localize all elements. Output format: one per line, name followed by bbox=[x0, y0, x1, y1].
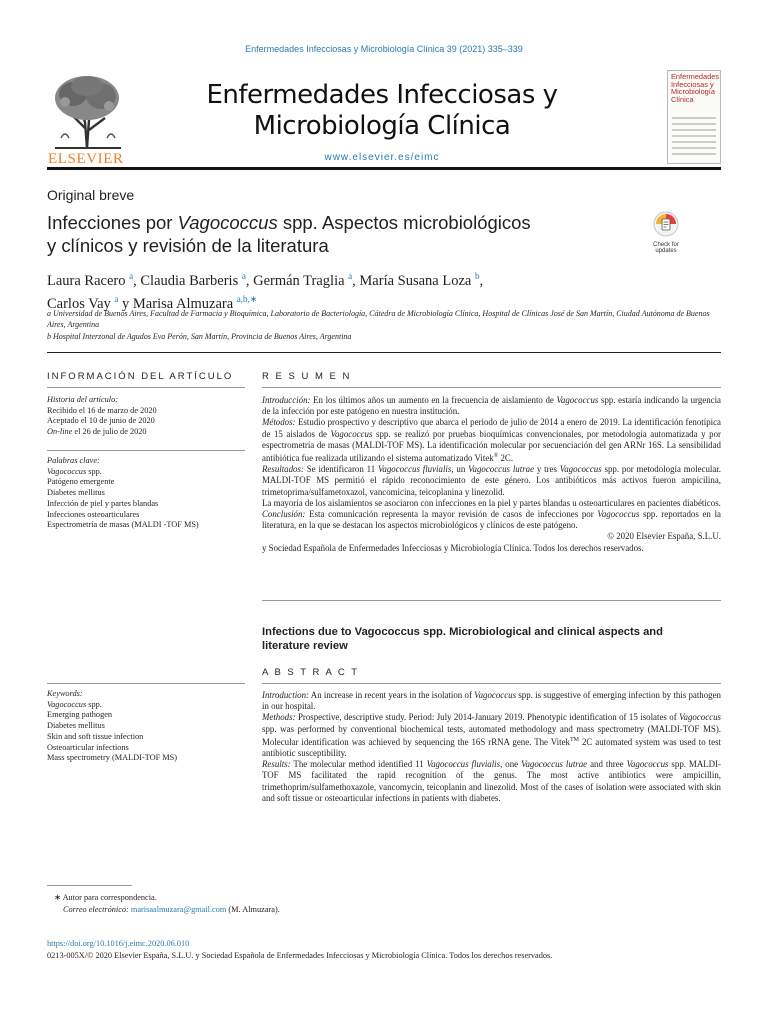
keywords-en-rule bbox=[47, 683, 245, 684]
author-name: Claudia Barberis bbox=[140, 272, 239, 289]
resumen-end-rule bbox=[262, 600, 721, 601]
abstract-results: Results: The molecular method identified 11 Vagococcus fluvialis, one Vagococcus lutrae and three Vagococcus spp. MALDI-TOF MS facilitated the rapid recognition of the genus. The most active antibiotics were ampicillin, trimethoprim/sulfamethoxazole, vancomycin, teicoplanin and linezolid. Most of the cases of isolation were associated with skin and soft tissue or osteoarticular infections in patients with diabetes. bbox=[262, 759, 721, 803]
affiliation-divider bbox=[47, 352, 721, 353]
history-label: Historia del artículo: bbox=[47, 395, 118, 404]
keyword-item: Infección de piel y partes blandas bbox=[47, 498, 159, 508]
author-name: Germán Traglia bbox=[253, 272, 345, 289]
resumen-heading-rule bbox=[262, 387, 721, 388]
journal-title: Enfermedades Infecciosas y Microbiología Clínica bbox=[206, 80, 558, 141]
article-type: Original breve bbox=[47, 187, 135, 203]
affiliation-link[interactable]: b bbox=[474, 271, 480, 281]
resumen-metodos: Métodos: Estudio prospectivo y descriptivo que abarca el periodo de julio de 2014 a enero de 2019. La identificación fenotípica de 15 aislados de Vagococcus spp. se realizó por pruebas bioquímicas convencionales, por metodología automatizada y por espectrometría de masas (MALDI-TOF MS). La identificación molecular por secuenciación del gen ARNr 16S. La sensibilidad antibiótica fue realizada utilizando el sistema automatizado Vitek® 2C. bbox=[262, 417, 721, 463]
abstract-heading-rule bbox=[262, 683, 721, 684]
elsevier-logo bbox=[47, 72, 129, 167]
history-online: On-line el 26 de julio de 2020 bbox=[47, 427, 147, 437]
correspondence-footnote: ∗ Autor para correspondencia. Correo electrónico: marisaalmuzara@gmail.com (M. Almuzara). bbox=[54, 893, 280, 914]
affiliation-b: b Hospital Interzonal de Agudos Eva Perón, San Martín, Provincia de Buenos Aires, Argentina bbox=[47, 332, 352, 341]
check-badge-label-2: updates bbox=[655, 248, 677, 254]
keyword-item: Vagococcus spp. bbox=[47, 466, 102, 476]
keyword-item: Skin and soft tissue infection bbox=[47, 731, 144, 741]
affiliations bbox=[47, 308, 725, 342]
copyright-line: 0213-005X/© 2020 Elsevier España, S.L.U. y Sociedad Española de Enfermedades Infecciosas y Microbiología Clínica. Todos los derechos reservados. bbox=[47, 951, 553, 960]
keyword-item: Vagococcus spp. bbox=[47, 699, 102, 709]
resumen-heading: R E S U M E N bbox=[262, 371, 352, 382]
affiliation-link[interactable]: a,b,∗ bbox=[236, 293, 258, 304]
english-title: Infections due to Vagococcus spp. Microbiological and clinical aspects and literature review bbox=[262, 626, 663, 652]
info-heading-rule bbox=[47, 387, 245, 388]
abstract-heading: A B S T R A C T bbox=[262, 667, 360, 678]
check-for-updates-badge[interactable] bbox=[648, 211, 684, 254]
keyword-item: Mass spectrometry (MALDI-TOF MS) bbox=[47, 753, 178, 763]
email-link[interactable]: marisaalmuzara@gmail.com bbox=[130, 904, 227, 914]
keyword-item: Emerging pathogen bbox=[47, 710, 113, 720]
abstract-body bbox=[262, 690, 721, 804]
footnote-star: ∗ bbox=[54, 893, 61, 902]
author-name: Marisa Almuzara bbox=[132, 295, 234, 312]
journal-cover-thumbnail[interactable] bbox=[667, 70, 721, 164]
check-updates-icon bbox=[653, 211, 679, 237]
check-badge-label-1: Check for bbox=[653, 242, 679, 248]
history-divider bbox=[47, 450, 245, 451]
cover-text-lines bbox=[672, 117, 716, 159]
journal-citation[interactable]: Enfermedades Infecciosas y Microbiología Clínica 39 (2021) 335–339 bbox=[245, 44, 523, 54]
affiliation-link[interactable]: a bbox=[241, 271, 246, 281]
resumen-conclusion: Conclusión: Esta comunicación representa la mayor revisión de casos de infecciones por Vagococcus spp. reportados en la literatura, en la que se destacan los aspectos microbiológicos y clínicos de este patógeno. bbox=[262, 509, 721, 531]
footnote-rule bbox=[47, 885, 132, 886]
keyword-item: Diabetes mellitus bbox=[47, 721, 105, 731]
resumen-copyright-2: y Sociedad Española de Enfermedades Infecciosas y Microbiología Clínica. Todos los derechos reservados. bbox=[262, 542, 644, 553]
author-name: Carlos Vay bbox=[47, 295, 111, 312]
resumen-copyright-1: © 2020 Elsevier España, S.L.U. bbox=[607, 531, 721, 542]
keyword-item: Patógeno emergente bbox=[47, 477, 115, 487]
affiliation-link[interactable]: a bbox=[129, 271, 134, 281]
cover-title: Enfermedades Infecciosas y Microbiología Clínica bbox=[671, 72, 720, 104]
article-history bbox=[47, 395, 245, 438]
author-name: María Susana Loza bbox=[359, 272, 472, 289]
doi-link[interactable]: https://doi.org/10.1016/j.eimc.2020.06.010 bbox=[47, 939, 190, 948]
history-accepted: Aceptado el 10 de junio de 2020 bbox=[47, 416, 155, 426]
author-list: Laura Racero $^a$, Claudia Barberis $^a$, Germán Traglia $^a$, María Susana Loza $^b$, Carlos Vay $^a$ y Marisa Almuzara $^{a,b,∗}$ bbox=[47, 271, 484, 312]
journal-url-link[interactable]: www.elsevier.es/eimc bbox=[324, 152, 440, 163]
affiliation-a: a Universidad de Buenos Aires, Facultad de Farmacia y Bioquímica, Laboratorio de Bacteriología, Cátedra de Microbiología Clínica, Hospital de Clínicas José de San Martín, Ciudad Autónoma de Buenos Aires, Argentina bbox=[47, 309, 710, 329]
elsevier-tree-icon bbox=[47, 72, 129, 150]
abstract-introduction: Introduction: An increase in recent years in the isolation of Vagococcus spp. is suggestive of emerging infection by this pathogen in our hospital. bbox=[262, 690, 721, 712]
keyword-item: Espectrometría de masas (MALDI -TOF MS) bbox=[47, 520, 199, 530]
author-name: Laura Racero bbox=[47, 272, 126, 289]
article-title: Infecciones por Vagococcus spp. Aspectos microbiológicos y clínicos y revisión de la literatura bbox=[47, 212, 531, 256]
affiliation-link[interactable]: a bbox=[348, 271, 353, 281]
article-info-heading: INFORMACIÓN DEL ARTÍCULO bbox=[47, 371, 234, 382]
masthead-divider bbox=[47, 167, 721, 170]
resumen-resultados: Resultados: Se identificaron 11 Vagococcus fluvialis, un Vagococcus lutrae y tres Vagococcus spp. por metodología molecular. MALDI-TOF MS permitió el rápido reconocimiento de este género. Los antibióticos más activos fueron ampicilina, trimetoprima/sulfametoxazol, vancomicina, teicoplanina y linezolid. bbox=[262, 464, 721, 497]
resumen-body bbox=[262, 395, 721, 554]
resumen-resultados-2: La mayoría de los aislamientos se asociaron con infecciones en la piel y partes blandas u osteoarticulares en pacientes diabéticos. bbox=[262, 497, 721, 508]
keyword-item: Diabetes mellitus bbox=[47, 488, 105, 498]
history-received: Recibido el 16 de marzo de 2020 bbox=[47, 405, 157, 415]
abstract-methods: Methods: Prospective, descriptive study. Period: July 2014-January 2019. Phenotypic identification of 15 isolates of Vagococcus spp. was performed by conventional biochemical tests, automated methodology and mass spectrometry (MALDI-TOF MS). Molecular identification was achieved by sequencing the 16S rRNA gene. The Vitek™ 2C automated system was used to test antibiotic susceptibility. bbox=[262, 712, 721, 758]
keyword-item: Infecciones osteoarticulares bbox=[47, 509, 140, 519]
publisher-name: ELSEVIER bbox=[48, 151, 124, 167]
resumen-introduccion: Introducción: En los últimos años un aumento en la frecuencia de aislamiento de Vagococcus spp. estaría indicando la urgencia de la infección por este patógeno en nuestra institución. bbox=[262, 395, 721, 417]
keywords-es bbox=[47, 456, 245, 531]
keywords-en-label: Keywords: bbox=[47, 689, 83, 698]
affiliation-link[interactable]: a bbox=[114, 293, 119, 304]
journal-masthead bbox=[47, 70, 721, 166]
keywords-es-label: Palabras clave: bbox=[47, 456, 100, 465]
keyword-item: Osteoarticular infections bbox=[47, 742, 129, 752]
keywords-en bbox=[47, 689, 245, 764]
